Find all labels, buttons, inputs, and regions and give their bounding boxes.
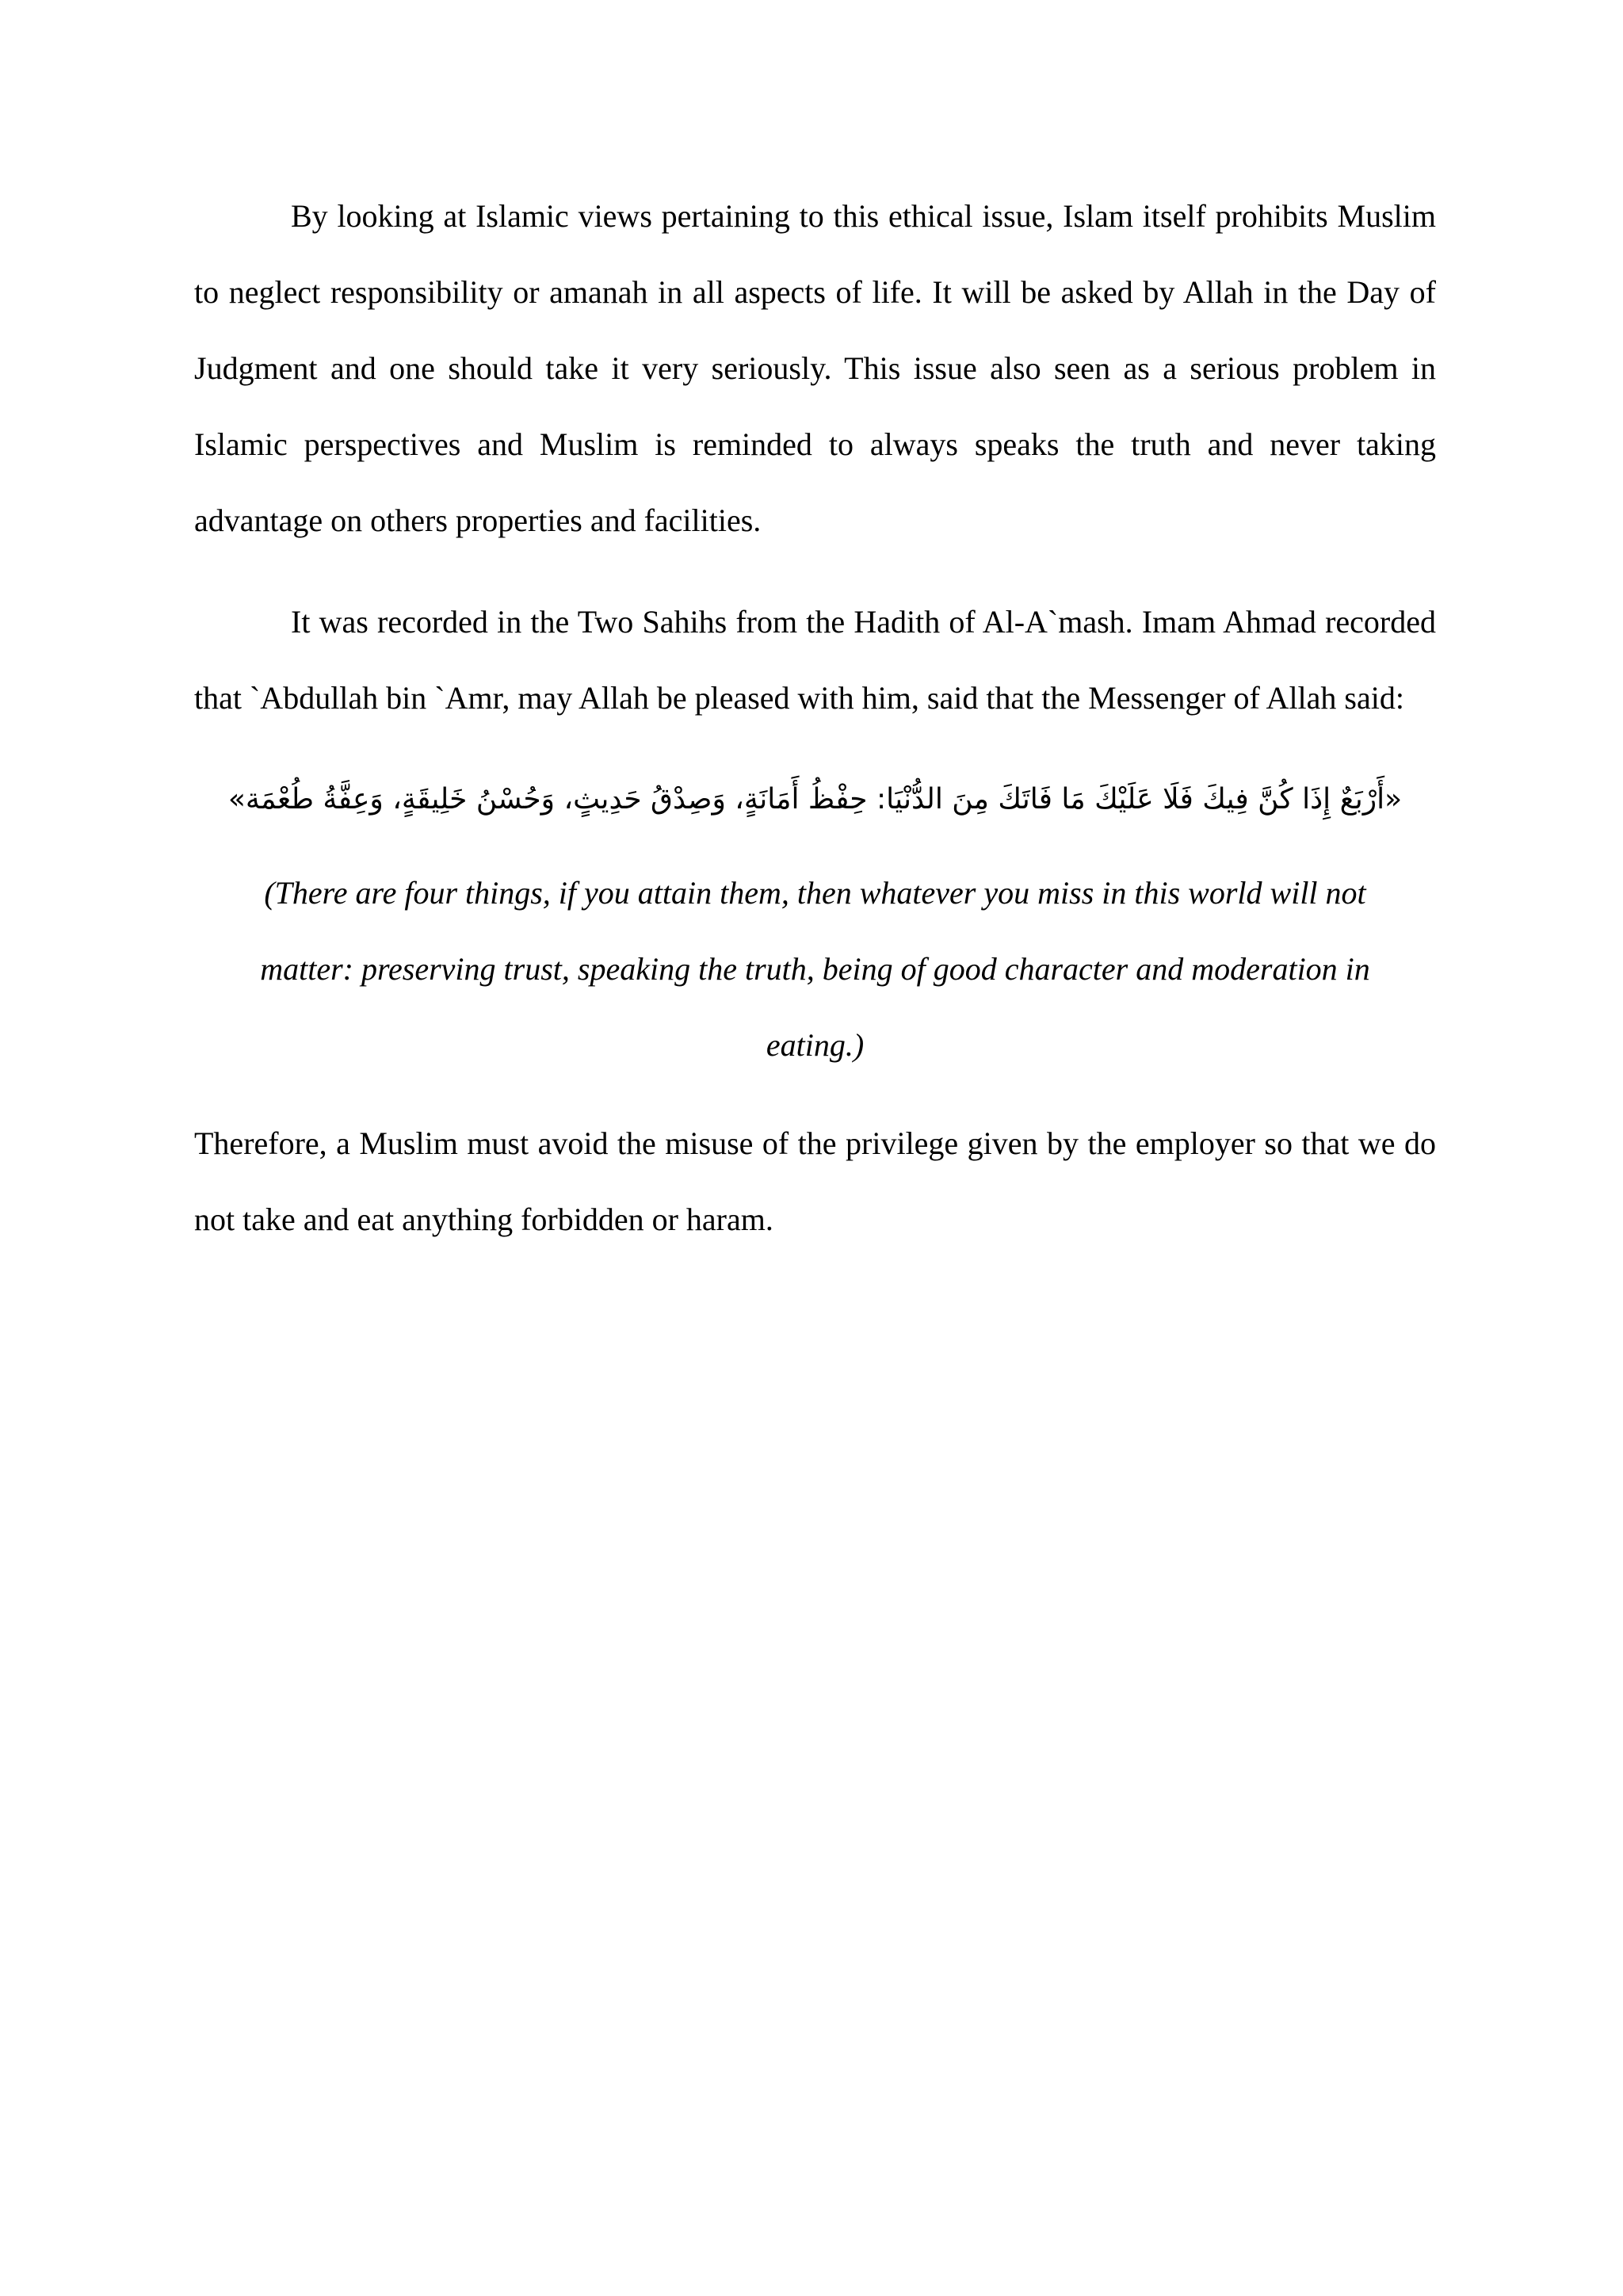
paragraph-hadith-source: It was recorded in the Two Sahihs from the Hadith of Al-A`mash. Imam Ahmad recorded that `Abdullah bin `Amr, may Allah be pleased with him, said that the Messenger of Allah said:	[194, 604, 1436, 716]
paragraph-conclusion: Therefore, a Muslim must avoid the misuse of the privilege given by the employer so that we do not take and eat anything forbidden or haram.	[194, 1125, 1436, 1237]
paragraph-islamic-views: By looking at Islamic views pertaining to this ethical issue, Islam itself prohibits Muslim to neglect responsibility or amanah in all aspects of life. It will be asked by Allah in the Day of Judgment and one should take it very seriously. This issue also seen as a serious problem in Islamic perspectives and Muslim is reminded to always speaks the truth and never taking advantage on others properties and facilities.	[194, 198, 1436, 538]
document-page	[194, 178, 1436, 1258]
hadith-translation: (There are four things, if you attain them, then whatever you miss in this world will not matter: preserving trust, speaking the truth, being of good character and moderation in eating.)	[260, 875, 1370, 1063]
paragraph-spacer	[194, 736, 1436, 768]
paragraph-spacer	[194, 831, 1436, 855]
paragraph-spacer	[194, 1083, 1436, 1106]
paragraph-spacer	[194, 559, 1436, 584]
arabic-hadith-text: «أَرْبَعٌ إِذَا كُنَّ فِيكَ فَلَا عَلَيْكَ مَا فَاتَكَ مِنَ الدُّنْيَا: حِفْظُ أَمَانَةٍ، وَصِدْقُ حَدِيثٍ، وَحُسْنُ خَلِيقَةٍ، وَعِفَّةُ طُعْمَة»	[227, 783, 1403, 816]
